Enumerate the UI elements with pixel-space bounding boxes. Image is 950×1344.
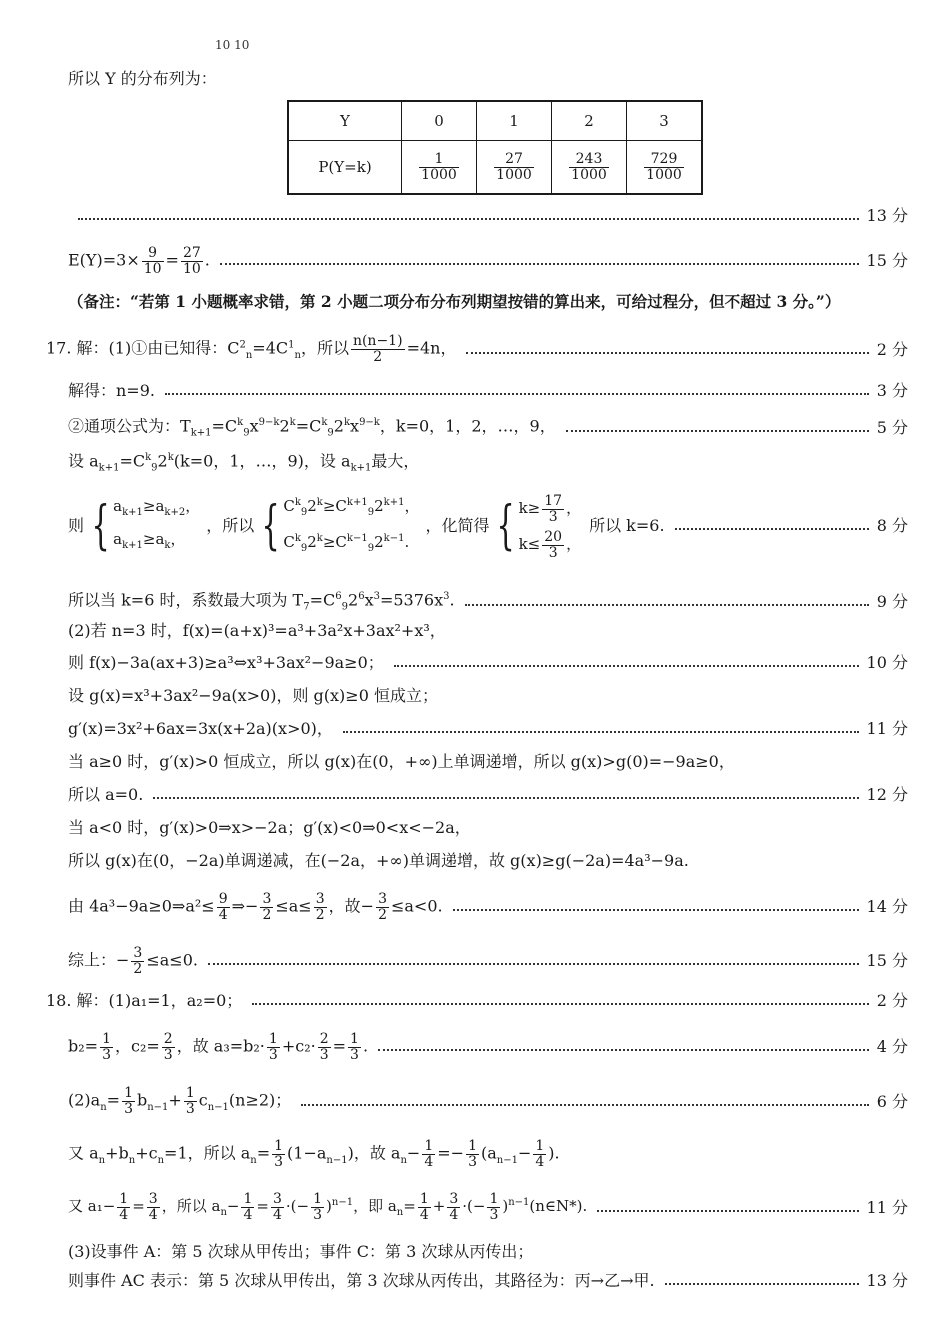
p17-line-13: 当 a<0 时，g′(x)>0⇒x>−2a；g′(x)<0⇒0<x<−2a， <box>68 818 471 837</box>
p18-line-4: 又 $a_n+b_n+c_n=1$，所以 $a_n=$ $\frac{1}{3}$ $(1-a_{n-1})$，故 $a_n-$ $\frac{1}{4}$ =− $\frac{1}{3}$ ($a_{n-1}-$ $\frac{1}{4}$ ). <box>68 1138 560 1170</box>
system-1: { $a_{k+1}\ge a_{k+2}$， $a_{k+1}\ge a_k$， <box>91 496 201 556</box>
score-line-13: 13 分 <box>68 205 908 227</box>
prob-1: $\frac{27}{1000}$ <box>477 141 552 195</box>
cut-off-fraction-denominators: 10 10 <box>215 38 250 52</box>
prob-2: $\frac{243}{1000}$ <box>552 141 627 195</box>
p18-line-2: b₂= $\frac{1}{3}$ ，c₂= $\frac{2}{3}$ ，故 a₃=b₂· $\frac{1}{3}$ +c₂· $\frac{2}{3}$ = $\frac{1}{3}$ . 4 分 <box>68 1031 908 1063</box>
p17-system-line: 则 { $a_{k+1}\ge a_{k+2}$， $a_{k+1}\ge a_k$， ，所以 { $C^k_92^k\ge C^{k+1}_92^{k+1}$， $C^k_92^k\ge C^{k-1}_92^{k-1}$. ，化简得 { k≥ $\frac{17}{3}$ ， k≤ $\frac{20}{3}$ ， 所以 k=6. 8 分 <box>68 486 908 566</box>
header-0: 0 <box>402 101 477 141</box>
header-y: Y <box>288 101 402 141</box>
p17-line-11: 当 a≥0 时，g′(x)>0 恒成立，所以 g(x)在(0，+∞)上单调递增，所以 g(x)>g(0)=−9a≥0， <box>68 752 735 771</box>
header-1: 1 <box>477 101 552 141</box>
distribution-table <box>287 100 703 195</box>
header-2: 2 <box>552 101 627 141</box>
prob-3: $\frac{729}{1000}$ <box>627 141 703 195</box>
system-3: { k≥ $\frac{17}{3}$ ， k≤ $\frac{20}{3}$ ， <box>496 492 582 561</box>
p18-line-1: 18. 解：(1)a₁=1，a₂=0； 2 分 <box>46 991 908 1010</box>
p17-line-2: 解得：n=9. 3 分 <box>68 381 908 400</box>
p17-line-4: 设 $a_{k+1}=C^k_92^k(k=0$，1，…，9)，设 $a_{k+1}$最大， <box>68 451 420 474</box>
p18-line-7: 则事件 AC 表示：第 5 次球从甲传出，第 3 次球从丙传出，其路径为：丙→乙→甲. 13 分 <box>68 1271 908 1290</box>
distribution-intro: 所以 Y 的分布列为： <box>68 69 217 88</box>
p17-line-7: (2)若 n=3 时，f(x)=(a+x)³=a³+3a²x+3ax²+x³， <box>68 621 446 640</box>
p18-line-5: 又 a₁− $\frac{1}{4}$ = $\frac{3}{4}$ ，所以 $a_n-$ $\frac{1}{4}$ = $\frac{3}{4}$ ·(− $\frac{1}{3}$ )$^{n-1}$，即 $a_n=$ $\frac{1}{4}$ + $\frac{3}{4}$ ·(− $\frac{1}{3}$ )$^{n-1}$(n∈N*). 11 分 <box>68 1191 908 1223</box>
system-2: { $C^k_92^k\ge C^{k+1}_92^{k+1}$， $C^k_92^k\ge C^{k-1}_92^{k-1}$. <box>261 496 420 556</box>
p17-line-14: 所以 g(x)在(0，−2a)单调递减，在(−2a，+∞)单调递增，故 g(x)≥g(−2a)=4a³−9a. <box>68 851 689 870</box>
p17-line-15: 由 4a³−9a≥0⇒a²≤ $\frac{9}{4}$ ⇒− $\frac{3}{2}$ ≤a≤ $\frac{3}{2}$ ，故− $\frac{3}{2}$ ≤a<0. 14 分 <box>68 891 908 923</box>
p17-line-1: 17. 解：(1)①由已知得：$C^2_n=4C^1_n$，所以 $\frac{n(n-1)}{2}$ =4n， 2 分 <box>46 333 908 365</box>
header-3: 3 <box>627 101 703 141</box>
p18-line-6: (3)设事件 A：第 5 次球从甲传出；事件 C：第 3 次球从丙传出； <box>68 1242 534 1261</box>
p17-line-6: 所以当 k=6 时，系数最大项为 $T_7=C^6_92^6x^3=5376x^3$. 9 分 <box>68 590 908 613</box>
p18-line-3: $(2)a_n=$ $\frac{1}{3}$ $b_{n-1}+$ $\frac{1}{3}$ $c_{n-1}(n\ge 2)$； 6 分 <box>68 1085 908 1117</box>
p17-line-16: 综上：− $\frac{3}{2}$ ≤a≤0. 15 分 <box>68 945 908 977</box>
p17-line-12: 所以 a=0. 12 分 <box>68 785 908 804</box>
p17-line-9: 设 g(x)=x³+3ax²−9a(x>0)，则 g(x)≥0 恒成立； <box>68 686 438 705</box>
prob-0: $\frac{1}{1000}$ <box>402 141 477 195</box>
p17-line-3: ②通项公式为：$T_{k+1}=C^k_9x^{9-k}2^k=C^k_92^kx^{9-k}$，k=0，1，2，…，9， 5 分 <box>68 416 908 439</box>
row-label: P(Y=k) <box>288 141 402 195</box>
p17-line-10: g′(x)=3x²+6ax=3x(x+2a)(x>0)， 11 分 <box>68 719 908 738</box>
grading-note: （备注：“若第 1 小题概率求错，第 2 小题二项分布分布列期望按错的算出来，可给过程分，但不超过 3 分。”） <box>68 292 841 311</box>
expectation-line: E(Y)=3× $\frac{9}{10}$ = $\frac{27}{10}$ . 15 分 <box>68 245 908 277</box>
p17-line-8: 则 f(x)−3a(ax+3)≥a³⇔x³+3ax²−9a≥0； 10 分 <box>68 653 908 672</box>
